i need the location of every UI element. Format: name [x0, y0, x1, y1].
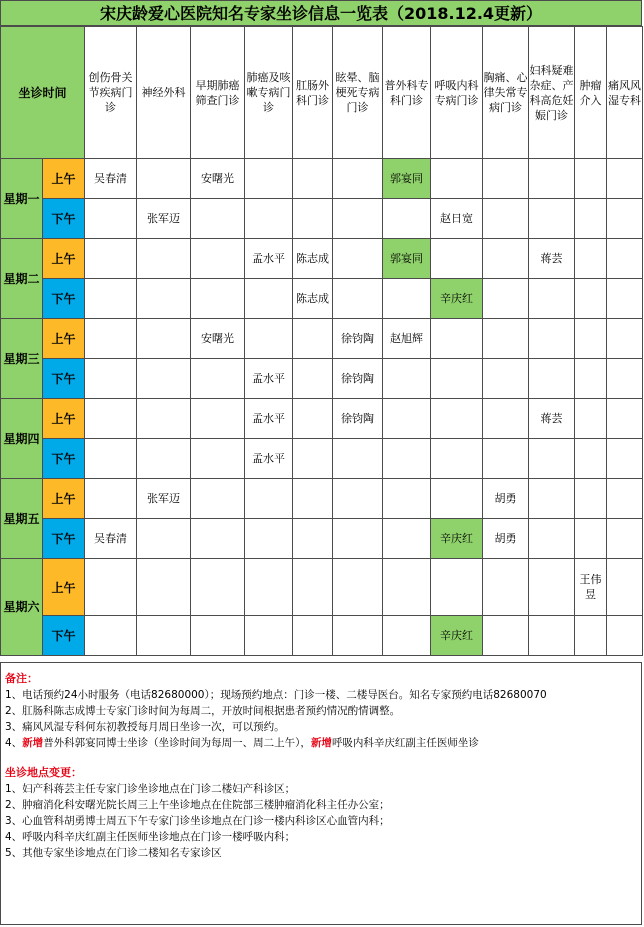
notes-title: 备注： [5, 672, 38, 685]
day-label: 星期五 [1, 479, 43, 559]
schedule-cell [383, 616, 431, 656]
schedule-cell [85, 199, 137, 239]
schedule-cell [293, 159, 333, 199]
schedule-cell [575, 239, 607, 279]
spacer [5, 751, 637, 765]
schedule-cell [575, 399, 607, 439]
schedule-cell [607, 319, 643, 359]
schedule-cell [333, 199, 383, 239]
table-row [1, 239, 643, 279]
dept-header: 肺癌及咳嗽专病门诊 [245, 27, 293, 159]
schedule-cell [575, 519, 607, 559]
schedule-cell [483, 279, 529, 319]
table-row [1, 399, 643, 439]
afternoon-label: 下午 [43, 199, 85, 239]
schedule-cell [383, 199, 431, 239]
schedule-cell [575, 616, 607, 656]
schedule-cell [529, 359, 575, 399]
schedule-cell [137, 319, 191, 359]
table-row [1, 319, 643, 359]
schedule-cell [575, 359, 607, 399]
morning-label: 上午 [43, 159, 85, 199]
schedule-cell [191, 479, 245, 519]
schedule-cell: 孟水平 [245, 399, 293, 439]
schedule-cell: 辛庆红 [431, 279, 483, 319]
schedule-cell [431, 239, 483, 279]
schedule-cell [483, 199, 529, 239]
schedule-cell [383, 439, 431, 479]
dept-header: 妇科疑难杂症、产科高危妊娠门诊 [529, 27, 575, 159]
schedule-cell: 赵日宽 [431, 199, 483, 239]
notes-section [0, 662, 642, 925]
header-row [1, 27, 643, 159]
schedule-cell: 陈志成 [293, 279, 333, 319]
schedule-cell [245, 319, 293, 359]
dept-header: 痛风风湿专科 [607, 27, 643, 159]
schedule-cell [333, 159, 383, 199]
day-label: 星期二 [1, 239, 43, 319]
schedule-cell [431, 439, 483, 479]
dept-header: 早期肺癌筛查门诊 [191, 27, 245, 159]
new-tag: 新增 [310, 737, 332, 749]
schedule-cell [191, 239, 245, 279]
schedule-cell [529, 199, 575, 239]
schedule-cell [191, 439, 245, 479]
schedule-cell [383, 279, 431, 319]
schedule-cell [529, 519, 575, 559]
dept-header: 肛肠外科门诊 [293, 27, 333, 159]
note-text: 普外科郭宴同博士坐诊（坐诊时间为每周一、周二上午）， [43, 737, 311, 749]
schedule-cell [529, 479, 575, 519]
schedule-cell [191, 616, 245, 656]
dept-header: 胸痛、心律失常专病门诊 [483, 27, 529, 159]
note-line: 2、肛肠科陈志成博士专家门诊时间为每周二，开放时间根据患者预约情况酌情调整。 [5, 705, 401, 717]
schedule-cell [607, 616, 643, 656]
schedule-cell [191, 519, 245, 559]
schedule-cell [333, 479, 383, 519]
schedule-cell: 徐钧陶 [333, 319, 383, 359]
schedule-cell [191, 559, 245, 616]
schedule-cell [191, 199, 245, 239]
morning-label: 上午 [43, 559, 85, 616]
schedule-cell [607, 559, 643, 616]
morning-label: 上午 [43, 319, 85, 359]
afternoon-label: 下午 [43, 279, 85, 319]
change-line: 1、妇产科蒋芸主任专家门诊坐诊地点在门诊二楼妇产科诊区； [5, 783, 296, 795]
table-row [1, 199, 643, 239]
schedule-cell [607, 519, 643, 559]
day-label: 星期三 [1, 319, 43, 399]
schedule-cell [293, 359, 333, 399]
note-prefix: 4、 [5, 737, 23, 749]
schedule-cell [529, 616, 575, 656]
schedule-cell [293, 399, 333, 439]
schedule-cell [483, 399, 529, 439]
table-row [1, 159, 643, 199]
schedule-cell: 徐钧陶 [333, 359, 383, 399]
schedule-cell [431, 319, 483, 359]
schedule-cell [137, 399, 191, 439]
schedule-cell [483, 559, 529, 616]
schedule-cell [137, 439, 191, 479]
afternoon-label: 下午 [43, 439, 85, 479]
schedule-cell [607, 279, 643, 319]
schedule-cell [333, 616, 383, 656]
schedule-cell: 蒋芸 [529, 239, 575, 279]
change-line: 4、呼吸内科辛庆红副主任医师坐诊地点在门诊一楼呼吸内科； [5, 831, 296, 843]
schedule-cell: 胡勇 [483, 519, 529, 559]
schedule-cell [333, 439, 383, 479]
schedule-cell [137, 359, 191, 399]
schedule-cell [293, 559, 333, 616]
schedule-cell [245, 559, 293, 616]
dept-header: 神经外科 [137, 27, 191, 159]
dept-header: 肿瘤介入 [575, 27, 607, 159]
schedule-cell [483, 239, 529, 279]
table-row [1, 279, 643, 319]
schedule-cell: 赵旭辉 [383, 319, 431, 359]
schedule-cell [483, 439, 529, 479]
table-row [1, 559, 643, 616]
schedule-cell: 安曙光 [191, 159, 245, 199]
schedule-cell [575, 279, 607, 319]
schedule-cell [529, 439, 575, 479]
schedule-cell [293, 199, 333, 239]
day-label: 星期四 [1, 399, 43, 479]
dept-header: 呼吸内科专病门诊 [431, 27, 483, 159]
schedule-cell [85, 479, 137, 519]
note-text: 呼吸内科辛庆红副主任医师坐诊 [331, 737, 479, 749]
schedule-cell [431, 159, 483, 199]
schedule-cell [529, 159, 575, 199]
schedule-cell [293, 479, 333, 519]
schedule-cell: 孟水平 [245, 439, 293, 479]
table-row [1, 359, 643, 399]
schedule-cell [383, 519, 431, 559]
schedule-body [1, 159, 643, 656]
afternoon-label: 下午 [43, 616, 85, 656]
day-label: 星期一 [1, 159, 43, 239]
schedule-cell [293, 319, 333, 359]
schedule-cell [575, 199, 607, 239]
schedule-cell: 蒋芸 [529, 399, 575, 439]
change-line: 3、心血管科胡勇博士周五下午专家门诊坐诊地点在门诊一楼内科诊区心血管内科； [5, 815, 390, 827]
schedule-cell [85, 319, 137, 359]
note-line: 3、痛风风湿专科何东初教授每月周日坐诊一次，可以预约。 [5, 721, 285, 733]
change-line: 2、肿瘤消化科安曙光院长周三上午坐诊地点在住院部三楼肿瘤消化科主任办公室； [5, 799, 390, 811]
schedule-cell [607, 359, 643, 399]
schedule-cell [191, 399, 245, 439]
afternoon-label: 下午 [43, 359, 85, 399]
morning-label: 上午 [43, 399, 85, 439]
schedule-cell [245, 616, 293, 656]
schedule-cell [607, 199, 643, 239]
changes-title: 坐诊地点变更： [5, 766, 82, 779]
schedule-cell [383, 479, 431, 519]
schedule-cell [245, 519, 293, 559]
schedule-cell: 孟水平 [245, 359, 293, 399]
table-row [1, 479, 643, 519]
schedule-cell: 胡勇 [483, 479, 529, 519]
corner-label: 坐诊时间 [1, 27, 85, 159]
schedule-cell [383, 399, 431, 439]
afternoon-label: 下午 [43, 519, 85, 559]
schedule-cell [333, 239, 383, 279]
table-row [1, 519, 643, 559]
schedule-cell [245, 199, 293, 239]
dept-header: 普外科专科门诊 [383, 27, 431, 159]
schedule-cell [529, 319, 575, 359]
schedule-cell: 辛庆红 [431, 616, 483, 656]
schedule-cell [85, 616, 137, 656]
schedule-cell [85, 239, 137, 279]
morning-label: 上午 [43, 239, 85, 279]
schedule-cell [607, 439, 643, 479]
schedule-cell [607, 479, 643, 519]
schedule-cell [607, 159, 643, 199]
dept-header: 眩晕、脑梗死专病门诊 [333, 27, 383, 159]
schedule-cell [529, 279, 575, 319]
schedule-cell [245, 279, 293, 319]
schedule-cell [575, 439, 607, 479]
note-line: 1、电话预约24小时服务（电话82680000）；现场预约地点：门诊一楼、二楼导医台。知名专家预约电话82680070 [5, 689, 547, 701]
schedule-cell: 徐钧陶 [333, 399, 383, 439]
schedule-table [0, 26, 643, 656]
table-row [1, 439, 643, 479]
schedule-cell: 陈志成 [293, 239, 333, 279]
schedule-cell: 王伟昱 [575, 559, 607, 616]
schedule-cell [137, 279, 191, 319]
schedule-cell [85, 559, 137, 616]
morning-label: 上午 [43, 479, 85, 519]
schedule-cell: 郭宴同 [383, 159, 431, 199]
schedule-cell [483, 359, 529, 399]
schedule-cell [293, 616, 333, 656]
schedule-cell [293, 519, 333, 559]
schedule-cell: 辛庆红 [431, 519, 483, 559]
page-title: 宋庆龄爱心医院知名专家坐诊信息一览表（2018.12.4更新） [0, 0, 642, 26]
schedule-cell [383, 359, 431, 399]
schedule-cell [431, 559, 483, 616]
schedule-cell: 张军迈 [137, 199, 191, 239]
schedule-cell [191, 359, 245, 399]
schedule-cell [85, 279, 137, 319]
note-line [5, 735, 637, 751]
schedule-cell [575, 159, 607, 199]
schedule-cell [137, 159, 191, 199]
schedule-cell [333, 279, 383, 319]
day-label: 星期六 [1, 559, 43, 656]
schedule-cell [245, 159, 293, 199]
schedule-cell [529, 559, 575, 616]
new-tag: 新增 [22, 737, 44, 749]
schedule-cell [137, 616, 191, 656]
schedule-cell: 安曙光 [191, 319, 245, 359]
table-row [1, 616, 643, 656]
schedule-cell [245, 479, 293, 519]
schedule-cell [333, 519, 383, 559]
dept-header: 创伤骨关节疾病门诊 [85, 27, 137, 159]
schedule-cell [483, 616, 529, 656]
schedule-cell [383, 559, 431, 616]
schedule-cell [483, 319, 529, 359]
schedule-cell [191, 279, 245, 319]
schedule-cell [575, 319, 607, 359]
schedule-cell [137, 519, 191, 559]
schedule-cell: 郭宴同 [383, 239, 431, 279]
schedule-cell: 张军迈 [137, 479, 191, 519]
schedule-cell [85, 399, 137, 439]
schedule-cell [575, 479, 607, 519]
schedule-cell: 吴春清 [85, 159, 137, 199]
schedule-cell [483, 159, 529, 199]
schedule-cell [333, 559, 383, 616]
schedule-cell [137, 559, 191, 616]
schedule-cell [431, 479, 483, 519]
schedule-cell [85, 359, 137, 399]
schedule-cell: 吴春清 [85, 519, 137, 559]
schedule-cell [293, 439, 333, 479]
change-line: 5、其他专家坐诊地点在门诊二楼知名专家诊区 [5, 847, 222, 859]
schedule-cell [431, 359, 483, 399]
schedule-cell [431, 399, 483, 439]
schedule-cell [607, 239, 643, 279]
schedule-cell [607, 399, 643, 439]
schedule-cell [85, 439, 137, 479]
schedule-cell: 孟水平 [245, 239, 293, 279]
schedule-cell [137, 239, 191, 279]
